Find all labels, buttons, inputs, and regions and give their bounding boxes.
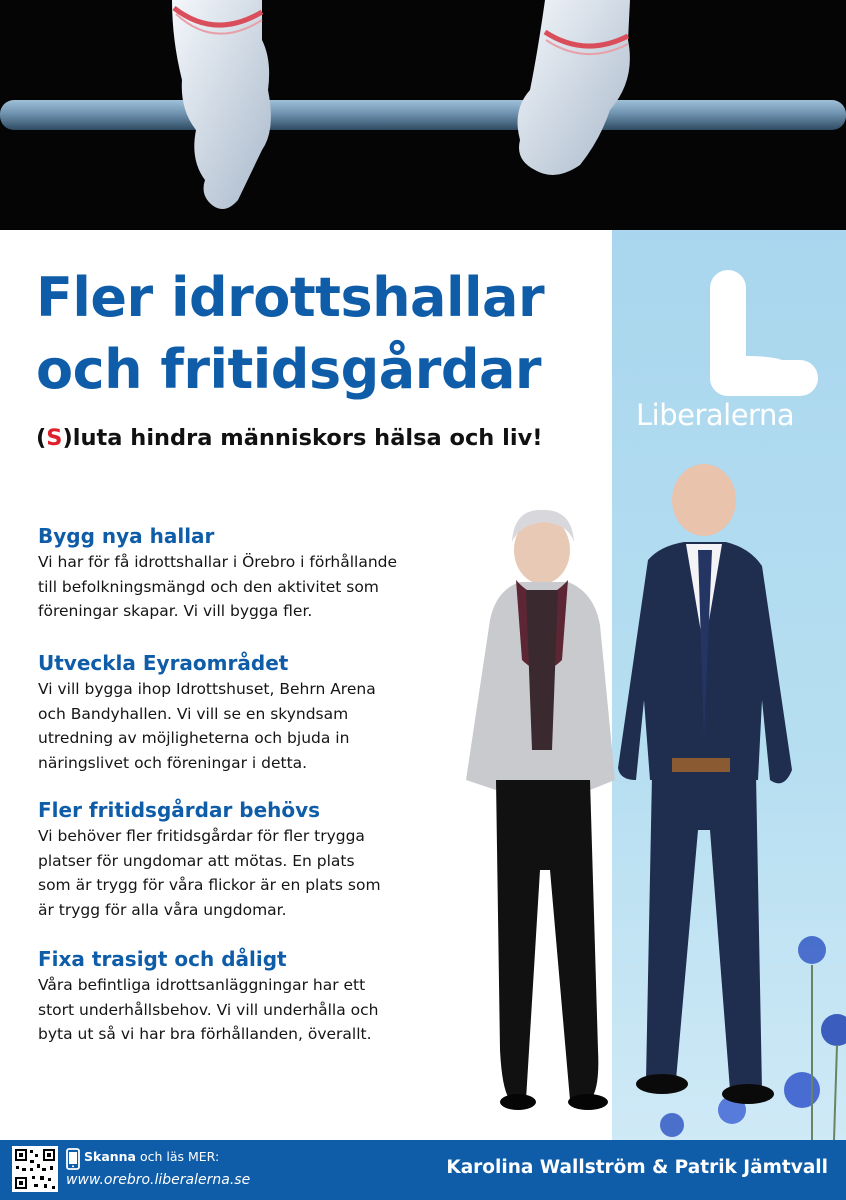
scan-instruction: [84, 1149, 219, 1164]
scan-rest: och läs MER:: [135, 1149, 220, 1164]
section-heading: Bygg nya hallar: [38, 524, 215, 548]
section-line: föreningar skapar. Vi vill bygga fler.: [38, 602, 313, 620]
section-line: byta ut så vi har bra förhållanden, överallt.: [38, 1025, 372, 1043]
section-utveckla-eyraomradet: [38, 649, 458, 775]
section-line: och Bandyhallen. Vi vill se en skyndsam: [38, 704, 349, 723]
section-line: Vi vill bygga ihop Idrottshuset, Behrn Arena: [38, 680, 376, 698]
section-heading: Fixa trasigt och dåligt: [38, 947, 287, 971]
gymnast-hands-illustration: [0, 0, 846, 230]
section-line: Vi har för få idrottshallar i Örebro i förhållande: [38, 553, 398, 571]
section-line: Vi behöver fler fritidsgårdar för fler trygga: [38, 827, 365, 845]
subheadline-rest: )luta hindra människors hälsa och liv!: [62, 425, 543, 451]
section-line: näringslivet och föreningar i detta.: [38, 753, 308, 772]
candidate-names: Karolina Wallström & Patrik Jämtvall: [446, 1157, 828, 1178]
footer: [0, 1140, 846, 1200]
woman-figure: [466, 510, 615, 1110]
logo-wordmark: Liberalerna: [636, 398, 795, 432]
man-figure: [618, 464, 792, 1104]
qr-code-icon[interactable]: [12, 1146, 58, 1192]
section-line: till befolkningsmängd och den aktivitet som: [38, 577, 379, 596]
smartphone-icon: [66, 1148, 80, 1170]
section-line: är trygg för alla våra ungdomar.: [38, 900, 287, 919]
title-line-2: och fritidsgårdar: [36, 338, 542, 401]
section-line: stort underhållsbehov. Vi vill underhålla och: [38, 1000, 379, 1019]
candidates-photo: [440, 450, 846, 1140]
scan-bold: Skanna: [84, 1149, 136, 1164]
title-line-1: Fler idrottshallar: [36, 266, 545, 329]
subheadline: [36, 425, 606, 451]
page-title: [36, 262, 606, 406]
section-fixa-trasigt: [38, 945, 458, 1047]
section-line: som är trygg för våra flickor är en plats som: [38, 876, 381, 894]
hero-image: [0, 0, 846, 230]
subheadline-red-letter: S: [46, 425, 63, 451]
section-heading: Utveckla Eyraområdet: [38, 651, 289, 675]
liberalerna-L-icon: [710, 270, 818, 396]
section-line: utredning av möjligheterna och bjuda in: [38, 729, 350, 747]
website-link[interactable]: www.orebro.liberalerna.se: [66, 1172, 251, 1188]
section-fler-fritidsgardar: [38, 796, 458, 922]
subheadline-open-paren: (: [36, 425, 47, 451]
section-line: Våra befintliga idrottsanläggningar har ett: [38, 976, 366, 994]
section-line: platser för ungdomar att mötas. En plats: [38, 851, 355, 870]
section-bygg-nya-hallar: [38, 522, 458, 624]
section-heading: Fler fritidsgårdar behövs: [38, 798, 321, 822]
